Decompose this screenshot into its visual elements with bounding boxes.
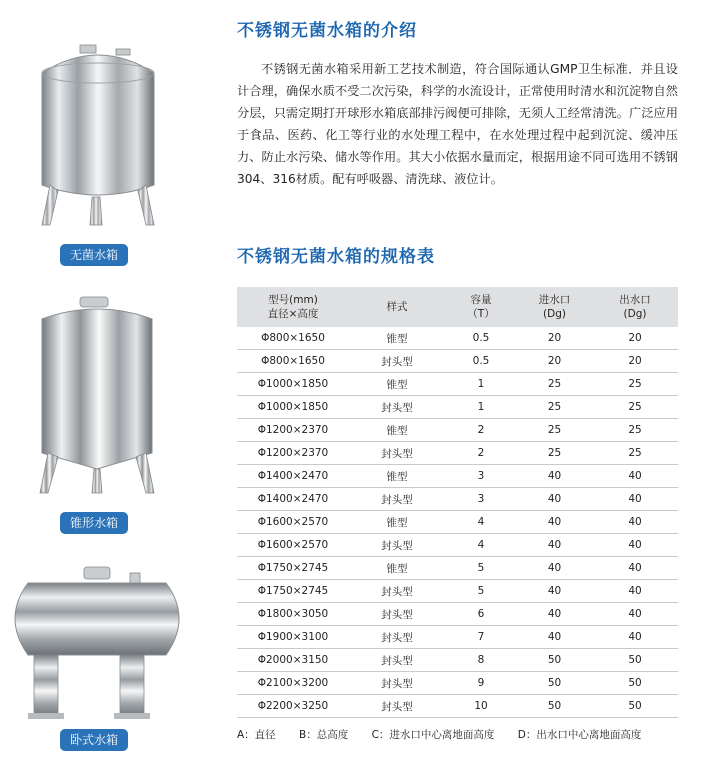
- table-row: [237, 327, 678, 350]
- spec-title: 不锈钢无菌水箱的规格表: [237, 247, 435, 267]
- table-row: [237, 672, 678, 695]
- table-row: [237, 649, 678, 672]
- cell-capacity: 10: [445, 695, 517, 718]
- cell-inlet: 50: [517, 672, 592, 695]
- cell-inlet: 40: [517, 557, 592, 580]
- cell-style: 封头型: [349, 649, 445, 672]
- cell-model: Φ1000×1850: [237, 373, 349, 396]
- cell-outlet: 40: [592, 511, 678, 534]
- header-outlet-line2: (Dg): [623, 308, 647, 320]
- cell-style: 封头型: [349, 534, 445, 557]
- cell-model: Φ1600×2570: [237, 534, 349, 557]
- header-inlet-line2: (Dg): [543, 308, 566, 320]
- cell-inlet: 25: [517, 373, 592, 396]
- cell-style: 封头型: [349, 603, 445, 626]
- cell-capacity: 2: [445, 442, 517, 465]
- cell-style: 锥型: [349, 557, 445, 580]
- cell-capacity: 6: [445, 603, 517, 626]
- cell-capacity: 5: [445, 557, 517, 580]
- legend-a: A：直径: [237, 729, 276, 741]
- cell-style: 封头型: [349, 350, 445, 373]
- header-outlet: [592, 287, 678, 327]
- cell-outlet: 50: [592, 672, 678, 695]
- intro-title: 不锈钢无菌水箱的介绍: [237, 21, 417, 41]
- cell-style: 封头型: [349, 580, 445, 603]
- cell-style: 封头型: [349, 488, 445, 511]
- cell-capacity: 0.5: [445, 327, 517, 350]
- header-inlet: [517, 287, 592, 327]
- legend-b: B：总高度: [299, 729, 349, 741]
- cell-model: Φ2100×3200: [237, 672, 349, 695]
- cell-outlet: 25: [592, 442, 678, 465]
- cell-model: Φ1000×1850: [237, 396, 349, 419]
- cell-capacity: 2: [445, 419, 517, 442]
- header-capacity-line1: 容量: [470, 294, 492, 306]
- cell-capacity: 4: [445, 534, 517, 557]
- cell-model: Φ1800×3050: [237, 603, 349, 626]
- cell-model: Φ2000×3150: [237, 649, 349, 672]
- cell-inlet: 50: [517, 695, 592, 718]
- cell-capacity: 9: [445, 672, 517, 695]
- cell-outlet: 25: [592, 396, 678, 419]
- table-row: [237, 534, 678, 557]
- cell-model: Φ1200×2370: [237, 419, 349, 442]
- cell-inlet: 40: [517, 465, 592, 488]
- dimension-legend: [237, 727, 678, 742]
- header-model-line1: 型号(mm): [268, 294, 318, 306]
- cell-inlet: 25: [517, 442, 592, 465]
- cell-outlet: 40: [592, 626, 678, 649]
- cell-model: Φ1900×3100: [237, 626, 349, 649]
- legend-c: C：进水口中心离地面高度: [371, 729, 495, 741]
- cell-capacity: 4: [445, 511, 517, 534]
- cell-capacity: 0.5: [445, 350, 517, 373]
- cell-model: Φ2200×3250: [237, 695, 349, 718]
- header-capacity-line2: （T）: [467, 308, 495, 320]
- cell-style: 封头型: [349, 626, 445, 649]
- cell-inlet: 25: [517, 396, 592, 419]
- header-model: [237, 287, 349, 327]
- cell-capacity: 8: [445, 649, 517, 672]
- header-outlet-line1: 出水口: [619, 294, 651, 306]
- cell-style: 锥型: [349, 419, 445, 442]
- spec-table-body: [237, 327, 678, 718]
- spec-table: [237, 287, 678, 718]
- table-row: [237, 465, 678, 488]
- cell-outlet: 25: [592, 373, 678, 396]
- cell-capacity: 5: [445, 580, 517, 603]
- header-model-line2: 直径×高度: [267, 308, 319, 320]
- table-row: [237, 488, 678, 511]
- cell-style: 锥型: [349, 465, 445, 488]
- sterile-tank-image: [28, 35, 168, 235]
- cell-model: Φ1600×2570: [237, 511, 349, 534]
- table-row: [237, 626, 678, 649]
- cell-outlet: 40: [592, 557, 678, 580]
- table-row: [237, 511, 678, 534]
- cell-style: 封头型: [349, 396, 445, 419]
- cell-inlet: 40: [517, 488, 592, 511]
- header-style: 样式: [349, 287, 445, 327]
- cell-outlet: 40: [592, 534, 678, 557]
- cell-model: Φ800×1650: [237, 327, 349, 350]
- cell-style: 封头型: [349, 672, 445, 695]
- cell-inlet: 20: [517, 350, 592, 373]
- header-inlet-line1: 进水口: [538, 294, 571, 306]
- cell-outlet: 20: [592, 327, 678, 350]
- cell-capacity: 3: [445, 488, 517, 511]
- cell-capacity: 3: [445, 465, 517, 488]
- spec-header-row: [237, 287, 678, 327]
- cell-inlet: 40: [517, 626, 592, 649]
- cell-outlet: 50: [592, 695, 678, 718]
- cell-outlet: 40: [592, 580, 678, 603]
- cell-style: 封头型: [349, 442, 445, 465]
- cell-inlet: 50: [517, 649, 592, 672]
- table-row: [237, 419, 678, 442]
- cell-inlet: 20: [517, 327, 592, 350]
- cell-capacity: 7: [445, 626, 517, 649]
- table-row: [237, 396, 678, 419]
- header-capacity: [445, 287, 517, 327]
- product-images: [0, 0, 200, 772]
- intro-paragraph: 不锈钢无菌水箱采用新工艺技术制造，符合国际通认GMP卫生标准．并且设计合理，确保水质不受二次污染，科学的水流设计，正常使用时清水和沉淀物自然分层，只需定期打开球形水箱底部排污阀便可排除，无须人工经常清洗。广泛应用于食品、医药、化工等行业的水处理工程中，在水处理过程中起到沉淀、缓冲压力、防止水污染、储水等作用。其大小依据水量而定，根据用途不同可选用不锈钢304、316材质。配有呼吸器、清洗球、液位计。: [237, 62, 678, 186]
- cell-model: Φ1200×2370: [237, 442, 349, 465]
- cell-style: 锥型: [349, 327, 445, 350]
- conical-tank-image: [32, 293, 162, 503]
- sterile-tank-caption: 无菌水箱: [60, 244, 128, 266]
- horizontal-tank-image: [0, 563, 195, 728]
- table-row: [237, 603, 678, 626]
- cell-model: Φ1400×2470: [237, 465, 349, 488]
- legend-d: D：出水口中心离地面高度: [517, 729, 642, 741]
- table-row: [237, 557, 678, 580]
- cell-style: 锥型: [349, 373, 445, 396]
- cell-model: Φ1400×2470: [237, 488, 349, 511]
- cell-outlet: 50: [592, 649, 678, 672]
- cell-style: 封头型: [349, 695, 445, 718]
- cell-inlet: 40: [517, 534, 592, 557]
- cell-outlet: 40: [592, 603, 678, 626]
- table-row: [237, 373, 678, 396]
- horizontal-tank-caption: 卧式水箱: [60, 729, 128, 751]
- cell-outlet: 40: [592, 488, 678, 511]
- cell-model: Φ1750×2745: [237, 557, 349, 580]
- cell-inlet: 40: [517, 603, 592, 626]
- table-row: [237, 580, 678, 603]
- cell-inlet: 25: [517, 419, 592, 442]
- table-row: [237, 695, 678, 718]
- cell-outlet: 40: [592, 465, 678, 488]
- cell-capacity: 1: [445, 373, 517, 396]
- table-row: [237, 350, 678, 373]
- conical-tank-caption: 锥形水箱: [60, 512, 128, 534]
- cell-outlet: 25: [592, 419, 678, 442]
- cell-model: Φ800×1650: [237, 350, 349, 373]
- cell-outlet: 20: [592, 350, 678, 373]
- cell-inlet: 40: [517, 511, 592, 534]
- cell-inlet: 40: [517, 580, 592, 603]
- cell-capacity: 1: [445, 396, 517, 419]
- cell-model: Φ1750×2745: [237, 580, 349, 603]
- cell-style: 锥型: [349, 511, 445, 534]
- table-row: [237, 442, 678, 465]
